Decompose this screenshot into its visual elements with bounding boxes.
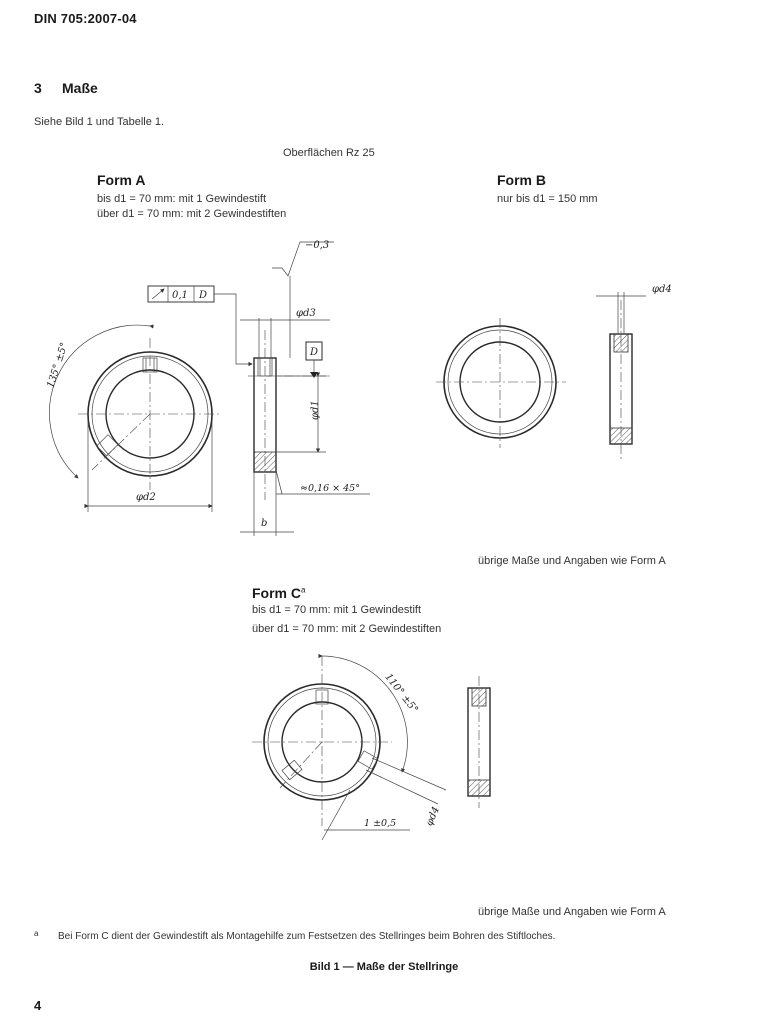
footnote-text: Bei Form C dient der Gewindestift als Montagehilfe zum Festsetzen des Stellringes beim Bohren des Stiftloches. <box>58 931 556 942</box>
form-a-runout-icon <box>152 289 164 299</box>
form-c-offset-label: 1 ±0,5 <box>364 818 397 829</box>
document-id: DIN 705:2007-04 <box>34 11 137 26</box>
form-c-note-1: bis d1 = 70 mm: mit 1 Gewindestift <box>252 604 422 616</box>
footnote-mark: a <box>34 929 39 938</box>
form-a-flatness-label: −0,3 <box>305 240 330 251</box>
form-c-side-view <box>468 676 490 808</box>
surface-note: Oberflächen Rz 25 <box>283 147 375 159</box>
form-a-d1-label: φd1 <box>310 400 321 420</box>
figure-caption: Bild 1 — Maße der Stellringe <box>309 961 459 973</box>
form-a-datum-box-label: D <box>310 347 319 358</box>
form-c-title-text: Form C <box>252 585 301 601</box>
form-b-note-1: nur bis d1 = 150 mm <box>497 193 598 205</box>
form-a-d3-label: φd3 <box>296 308 316 319</box>
form-a-side-view <box>148 240 370 536</box>
form-a-d2-label: φd2 <box>136 492 156 503</box>
form-a-note-1: bis d1 = 70 mm: mit 1 Gewindestift <box>97 193 267 205</box>
form-a-front-view <box>45 325 222 512</box>
form-a-note-2: über d1 = 70 mm: mit 2 Gewindestiften <box>97 208 287 220</box>
form-c-d4-label: φd4 <box>424 805 443 828</box>
section-number: 3 <box>34 80 42 96</box>
form-b-side-view <box>596 284 672 460</box>
form-a-angle-label: 135° ±5° <box>45 341 71 390</box>
form-b-d4-label: φd4 <box>652 284 672 295</box>
form-a-b-label: b <box>261 518 268 529</box>
section-title: Maße <box>62 80 98 96</box>
form-c-front-view <box>252 656 446 840</box>
form-a-tolerance-frame <box>148 286 252 364</box>
form-b-title: Form B <box>497 172 546 188</box>
page-number: 4 <box>34 998 42 1013</box>
form-b-remark: übrige Maße und Angaben wie Form A <box>478 555 666 567</box>
form-a-chamfer-label: ≈0,16 × 45° <box>300 483 360 494</box>
form-c-note-2: über d1 = 70 mm: mit 2 Gewindestiften <box>252 623 442 635</box>
section-intro: Siehe Bild 1 und Tabelle 1. <box>34 116 165 128</box>
footnote-ref: a <box>301 585 306 595</box>
form-c-angle-arc <box>322 656 407 772</box>
form-c-remark: übrige Maße und Angaben wie Form A <box>478 906 666 918</box>
form-c-angle-label: 110° ±5° <box>382 671 420 716</box>
form-a-tolerance-value: 0,1 <box>172 290 188 301</box>
form-a-title: Form A <box>97 172 146 188</box>
form-a-datum-ref: D <box>199 290 208 301</box>
form-b-front-view <box>436 318 566 448</box>
form-a-setscrew-angled <box>97 435 118 456</box>
